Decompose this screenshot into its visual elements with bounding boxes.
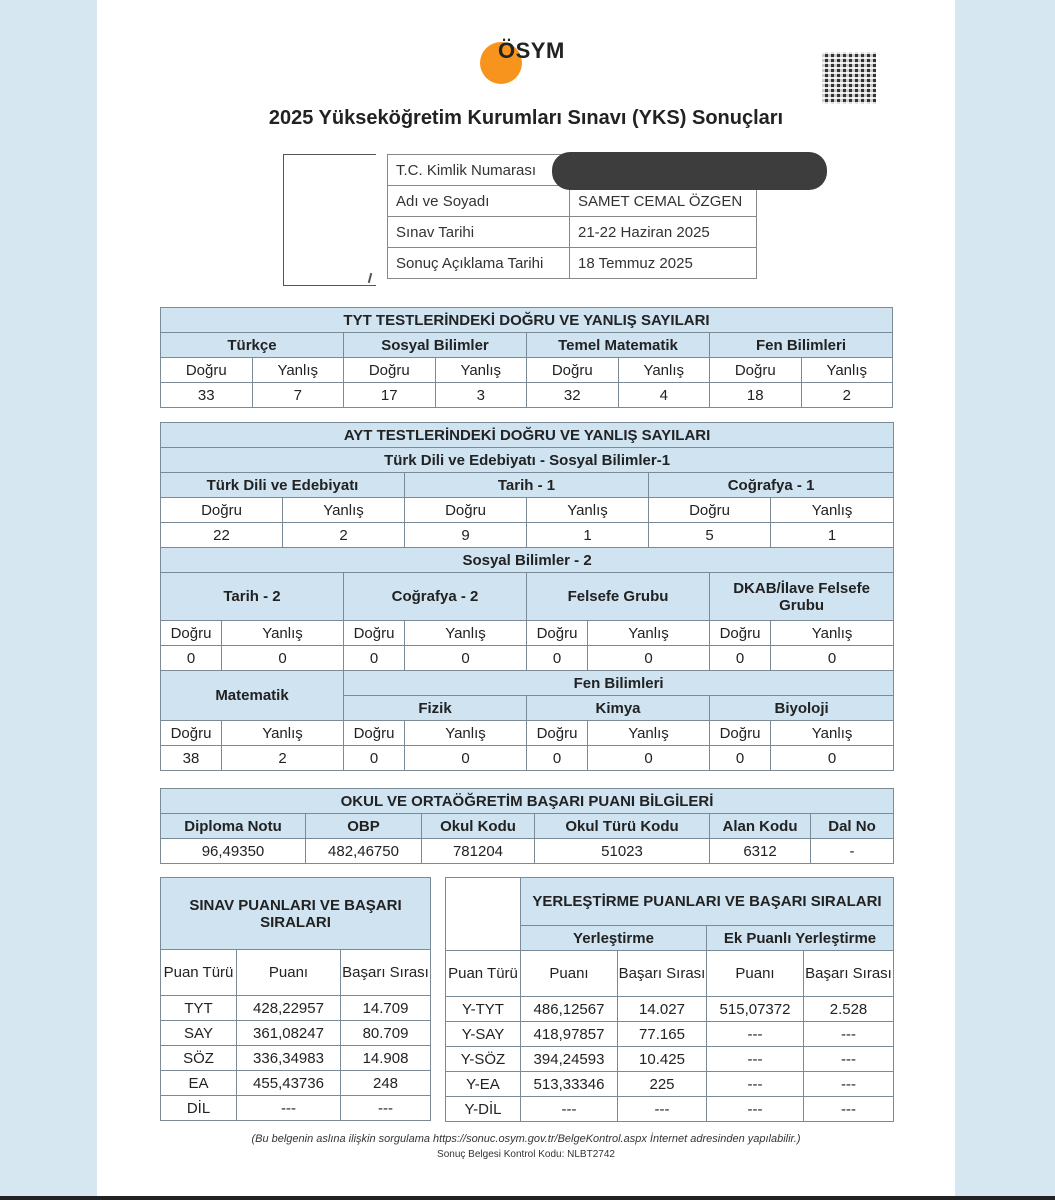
score-cell: EA	[161, 1071, 237, 1096]
ayt-mathfen-value: 0	[710, 746, 771, 771]
placement-cell: Y-EA	[446, 1072, 521, 1097]
tyt-value: 3	[435, 383, 527, 408]
placement-cell: ---	[804, 1022, 894, 1047]
tyt-subject-sosyal: Sosyal Bilimler	[344, 333, 527, 358]
ayt-sb2-value: 0	[405, 646, 527, 671]
placement-cell: Y-TYT	[446, 997, 521, 1022]
ayt-sb2-value: 0	[588, 646, 710, 671]
wrong-label: Yanlış	[527, 498, 649, 523]
placement-header: Yerleştirme	[521, 926, 707, 951]
placement-cell: Y-SAY	[446, 1022, 521, 1047]
placement-cell: ---	[804, 1072, 894, 1097]
placement-cell: ---	[521, 1097, 618, 1122]
ayt-sb1-value: 1	[771, 523, 894, 548]
name-value: SAMET CEMAL ÖZGEN	[570, 186, 757, 217]
col-type-header: Puan Türü	[161, 950, 237, 996]
correct-label: Doğru	[527, 721, 588, 746]
tyt-subject-fen: Fen Bilimleri	[710, 333, 893, 358]
placement-cell: ---	[707, 1022, 804, 1047]
wrong-label: Yanlış	[771, 498, 894, 523]
ayt-mathfen-value: 0	[771, 746, 894, 771]
score-cell: TYT	[161, 996, 237, 1021]
wrong-label: Yanlış	[588, 721, 710, 746]
col-score-header: Puanı	[521, 951, 618, 997]
placement-cell: 394,24593	[521, 1047, 618, 1072]
score-cell: 14.908	[341, 1046, 431, 1071]
wrong-label: Yanlış	[435, 358, 527, 383]
placement-cell: 77.165	[618, 1022, 707, 1047]
obp-header: Okul Türü Kodu	[535, 814, 710, 839]
ayt-mathfen-value: 0	[344, 746, 405, 771]
correct-label: Doğru	[344, 621, 405, 646]
placement-cell: Y-SÖZ	[446, 1047, 521, 1072]
ayt-sb1-value: 22	[161, 523, 283, 548]
name-label: Adı ve Soyadı	[388, 186, 570, 217]
correct-label: Doğru	[649, 498, 771, 523]
obp-title: OKUL VE ORTAÖĞRETİM BAŞARI PUANI BİLGİLERİ	[161, 789, 894, 814]
ayt-subject-edebiyat: Türk Dili ve Edebiyatı	[161, 473, 405, 498]
tyt-table	[160, 307, 893, 408]
placement-cell: ---	[618, 1097, 707, 1122]
result-date-label: Sonuç Açıklama Tarihi	[388, 248, 570, 279]
wrong-label: Yanlış	[771, 621, 894, 646]
placement-cell: 418,97857	[521, 1022, 618, 1047]
placement-cell: ---	[707, 1047, 804, 1072]
bonus-placement-header: Ek Puanlı Yerleştirme	[707, 926, 894, 951]
wrong-label: Yanlış	[618, 358, 710, 383]
wrong-label: Yanlış	[405, 621, 527, 646]
tyt-value: 33	[161, 383, 253, 408]
ayt-sb2-value: 0	[222, 646, 344, 671]
score-cell: DİL	[161, 1096, 237, 1121]
wrong-label: Yanlış	[405, 721, 527, 746]
tyt-value: 18	[710, 383, 802, 408]
obp-value: 96,49350	[161, 839, 306, 864]
result-date-value: 18 Temmuz 2025	[570, 248, 757, 279]
correct-label: Doğru	[161, 721, 222, 746]
obp-header: OBP	[306, 814, 422, 839]
ayt-subject-tarih2: Tarih - 2	[161, 573, 344, 621]
obp-header: Alan Kodu	[710, 814, 811, 839]
obp-value: 51023	[535, 839, 710, 864]
document-title: 2025 Yükseköğretim Kurumları Sınavı (YKS) Sonuçları	[268, 107, 784, 129]
wrong-label: Yanlış	[222, 721, 344, 746]
tyt-value: 4	[618, 383, 710, 408]
result-document	[97, 0, 955, 1196]
tyt-value: 32	[527, 383, 619, 408]
tyt-value: 2	[801, 383, 893, 408]
ayt-table	[160, 422, 894, 771]
ayt-mathfen-value: 0	[588, 746, 710, 771]
score-cell: SÖZ	[161, 1046, 237, 1071]
ayt-subject-cografya2: Coğrafya - 2	[344, 573, 527, 621]
placement-cell: 14.027	[618, 997, 707, 1022]
wrong-label: Yanlış	[283, 498, 405, 523]
placement-cell: ---	[707, 1072, 804, 1097]
ayt-subject-kimya: Kimya	[527, 696, 710, 721]
ayt-subject-cografya1: Coğrafya - 1	[649, 473, 894, 498]
osym-logo-text: ÖSYM	[498, 38, 565, 63]
ayt-sb2-title: Sosyal Bilimler - 2	[161, 548, 894, 573]
obp-header: Dal No	[811, 814, 894, 839]
correct-label: Doğru	[344, 721, 405, 746]
placement-cell: ---	[804, 1047, 894, 1072]
tyt-subject-matematik: Temel Matematik	[527, 333, 710, 358]
placement-cell: Y-DİL	[446, 1097, 521, 1122]
ayt-subject-tarih1: Tarih - 1	[405, 473, 649, 498]
wrong-label: Yanlış	[771, 721, 894, 746]
correct-label: Doğru	[527, 621, 588, 646]
placement-cell: 225	[618, 1072, 707, 1097]
bottom-border	[0, 1196, 1055, 1200]
ayt-subject-felsefe: Felsefe Grubu	[527, 573, 710, 621]
placement-corner	[446, 878, 521, 951]
ayt-sb2-value: 0	[344, 646, 405, 671]
wrong-label: Yanlış	[588, 621, 710, 646]
control-code: Sonuç Belgesi Kontrol Kodu: NLBT2742	[437, 1149, 615, 1160]
placement-cell: 486,12567	[521, 997, 618, 1022]
ayt-sb2-value: 0	[710, 646, 771, 671]
tyt-subject-turkce: Türkçe	[161, 333, 344, 358]
score-cell: SAY	[161, 1021, 237, 1046]
col-type-header: Puan Türü	[446, 951, 521, 997]
correct-label: Doğru	[405, 498, 527, 523]
wrong-label: Yanlış	[252, 358, 344, 383]
ayt-subject-dkab: DKAB/İlave Felsefe Grubu	[710, 573, 894, 621]
score-cell: ---	[341, 1096, 431, 1121]
photo-corner-mark	[368, 273, 373, 283]
col-score-header: Puanı	[707, 951, 804, 997]
obp-value: 482,46750	[306, 839, 422, 864]
ayt-sb1-value: 2	[283, 523, 405, 548]
obp-header: Okul Kodu	[422, 814, 535, 839]
placement-cell: 513,33346	[521, 1072, 618, 1097]
col-rank-header: Başarı Sırası	[341, 950, 431, 996]
correct-label: Doğru	[161, 498, 283, 523]
ayt-title: AYT TESTLERİNDEKİ DOĞRU VE YANLIŞ SAYILARI	[161, 423, 894, 448]
ayt-sb1-title: Türk Dili ve Edebiyatı - Sosyal Bilimler-1	[161, 448, 894, 473]
photo-placeholder	[283, 154, 376, 286]
score-cell: 361,08247	[237, 1021, 341, 1046]
ayt-math-title: Matematik	[161, 671, 344, 721]
placement-cell: 2.528	[804, 997, 894, 1022]
ayt-sb2-value: 0	[771, 646, 894, 671]
exam-scores-table	[160, 877, 431, 1121]
obp-value: 6312	[710, 839, 811, 864]
score-cell: 80.709	[341, 1021, 431, 1046]
placement-cell: ---	[804, 1097, 894, 1122]
correct-label: Doğru	[710, 621, 771, 646]
ayt-mathfen-value: 2	[222, 746, 344, 771]
exam-date-value: 21-22 Haziran 2025	[570, 217, 757, 248]
score-cell: 428,22957	[237, 996, 341, 1021]
obp-value: 781204	[422, 839, 535, 864]
placement-cell: ---	[707, 1097, 804, 1122]
placement-scores-table	[445, 877, 894, 1122]
placement-scores-title: YERLEŞTİRME PUANLARI VE BAŞARI SIRALARI	[521, 878, 894, 926]
ayt-sb1-value: 1	[527, 523, 649, 548]
identity-row	[388, 186, 757, 217]
obp-value: -	[811, 839, 894, 864]
score-cell: 14.709	[341, 996, 431, 1021]
id-number-label: T.C. Kimlik Numarası	[388, 155, 570, 186]
tyt-title: TYT TESTLERİNDEKİ DOĞRU VE YANLIŞ SAYILARI	[161, 308, 893, 333]
correct-label: Doğru	[161, 358, 253, 383]
qr-code-icon	[822, 52, 876, 104]
col-score-header: Puanı	[237, 950, 341, 996]
redaction-bar	[552, 152, 827, 190]
placement-cell: 10.425	[618, 1047, 707, 1072]
score-cell: ---	[237, 1096, 341, 1121]
ayt-subject-fizik: Fizik	[344, 696, 527, 721]
identity-row	[388, 217, 757, 248]
col-rank-header: Başarı Sırası	[618, 951, 707, 997]
ayt-mathfen-value: 0	[527, 746, 588, 771]
osym-logo	[480, 38, 590, 86]
placement-cell: 515,07372	[707, 997, 804, 1022]
correct-label: Doğru	[527, 358, 619, 383]
correct-label: Doğru	[710, 358, 802, 383]
wrong-label: Yanlış	[801, 358, 893, 383]
score-cell: 248	[341, 1071, 431, 1096]
obp-table	[160, 788, 894, 864]
col-rank-header: Başarı Sırası	[804, 951, 894, 997]
score-cell: 336,34983	[237, 1046, 341, 1071]
ayt-sb1-value: 5	[649, 523, 771, 548]
ayt-subject-biyoloji: Biyoloji	[710, 696, 894, 721]
correct-label: Doğru	[161, 621, 222, 646]
tyt-value: 17	[344, 383, 436, 408]
ayt-fen-title: Fen Bilimleri	[344, 671, 894, 696]
obp-header: Diploma Notu	[161, 814, 306, 839]
ayt-mathfen-value: 0	[405, 746, 527, 771]
tyt-value: 7	[252, 383, 344, 408]
exam-scores-title: SINAV PUANLARI VE BAŞARI SIRALARI	[161, 878, 431, 950]
ayt-sb2-value: 0	[161, 646, 222, 671]
wrong-label: Yanlış	[222, 621, 344, 646]
verification-note: (Bu belgenin aslına ilişkin sorgulama https://sonuc.osym.gov.tr/BelgeKontrol.aspx İnternet adresinden yapılabilir.)	[251, 1133, 801, 1145]
identity-row	[388, 248, 757, 279]
ayt-mathfen-value: 38	[161, 746, 222, 771]
ayt-sb1-value: 9	[405, 523, 527, 548]
correct-label: Doğru	[710, 721, 771, 746]
ayt-sb2-value: 0	[527, 646, 588, 671]
correct-label: Doğru	[344, 358, 436, 383]
score-cell: 455,43736	[237, 1071, 341, 1096]
exam-date-label: Sınav Tarihi	[388, 217, 570, 248]
